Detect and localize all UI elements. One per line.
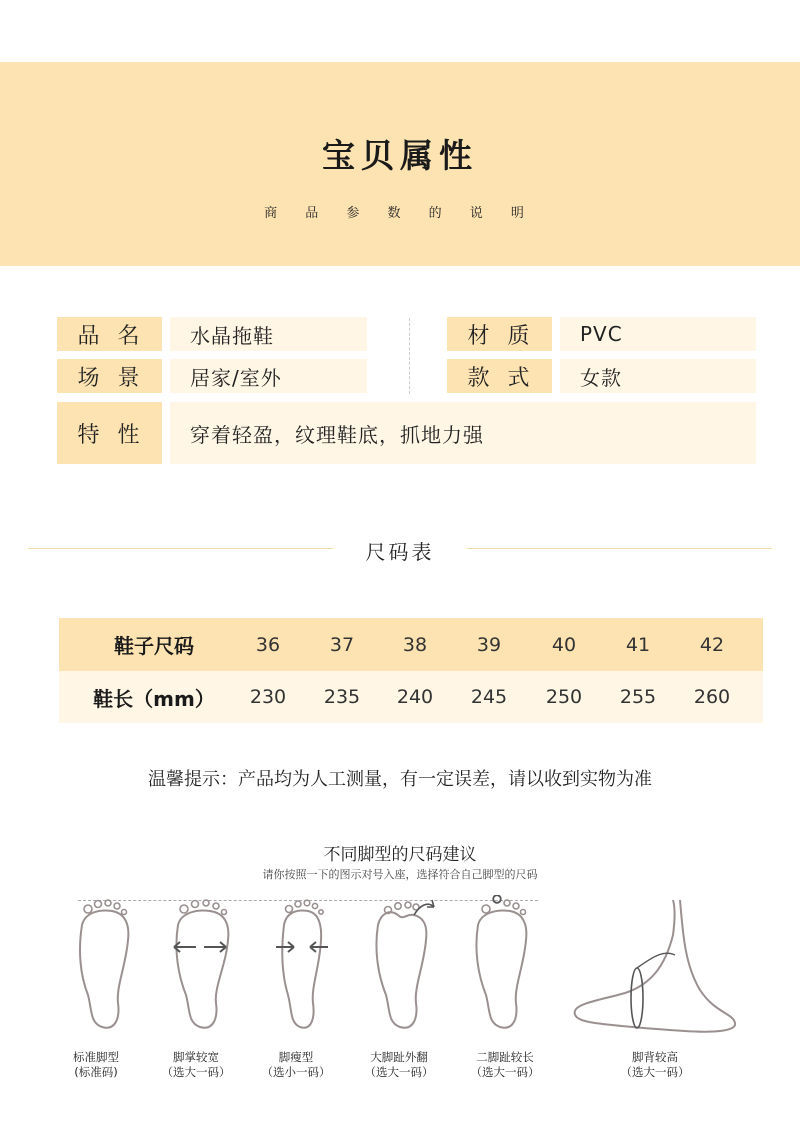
length-cell: 230 xyxy=(249,686,287,708)
foot-type-advice: （选大一码） xyxy=(161,1065,231,1079)
attr-value-style: 女款 xyxy=(560,359,756,393)
foot-type-name: 脚瘦型 xyxy=(278,1050,314,1064)
foot-type-advice: (标准码) xyxy=(74,1065,118,1079)
attr-value-name: 水晶拖鞋 xyxy=(170,317,367,351)
size-cell: 39 xyxy=(476,633,502,656)
length-row-label: 鞋长（mm） xyxy=(93,686,215,711)
foot-type-advice: （选大一码） xyxy=(620,1065,690,1079)
foot-type-name: 标准脚型 xyxy=(73,1050,119,1064)
foot-type-name: 二脚趾较长 xyxy=(476,1050,534,1064)
length-cell: 240 xyxy=(396,686,434,708)
size-cell: 38 xyxy=(402,633,428,656)
attr-label-feature: 特性 xyxy=(57,402,162,464)
length-row xyxy=(59,671,763,723)
foot-type-name: 大脚趾外翻 xyxy=(370,1050,428,1064)
size-cell: 42 xyxy=(699,633,725,656)
foot-type-name: 脚背较高 xyxy=(632,1050,678,1064)
size-row xyxy=(59,618,763,671)
length-cell: 235 xyxy=(323,686,361,708)
standard-foot-icon xyxy=(70,895,140,1035)
thin-foot-icon xyxy=(268,895,338,1035)
attr-divider xyxy=(409,318,410,394)
foot-type-caption xyxy=(605,1050,705,1080)
measurement-tip: 温馨提示：产品均为人工测量，有一定误差，请以收到实物为准 xyxy=(148,769,652,790)
size-cell: 36 xyxy=(255,633,281,656)
attr-value-feature: 穿着轻盈，纹理鞋底，抓地力强 xyxy=(170,402,756,464)
foot-type-caption xyxy=(349,1050,449,1080)
size-chart-heading xyxy=(0,534,800,564)
bunion-foot-icon xyxy=(368,895,443,1035)
length-cell: 255 xyxy=(619,686,657,708)
attr-value-material: PVC xyxy=(560,317,756,351)
foot-type-advice: （选大一码） xyxy=(470,1065,540,1079)
size-chart-title: 尺码表 xyxy=(365,540,435,564)
long-second-toe-icon xyxy=(468,895,538,1035)
length-cell: 250 xyxy=(545,686,583,708)
foot-guide-title: 不同脚型的尺码建议 xyxy=(323,845,477,865)
foot-type-advice: （选小一码） xyxy=(261,1065,331,1079)
size-row-label: 鞋子尺码 xyxy=(114,634,194,658)
foot-type-name: 脚掌较宽 xyxy=(173,1050,219,1064)
foot-type-caption xyxy=(46,1050,146,1080)
foot-type-caption xyxy=(455,1050,555,1080)
page-subtitle: 商 品 参 数 的 说 明 xyxy=(264,206,536,221)
foot-type-caption xyxy=(246,1050,346,1080)
size-cell: 41 xyxy=(625,633,651,656)
wide-foot-icon xyxy=(168,895,238,1035)
size-cell: 37 xyxy=(329,633,355,656)
length-cell: 245 xyxy=(470,686,508,708)
page-title: 宝贝属性 xyxy=(322,136,478,175)
attr-label-style: 款式 xyxy=(447,359,552,393)
attr-value-scene: 居家/室外 xyxy=(170,359,367,393)
size-table xyxy=(59,618,763,723)
attr-label-scene: 场景 xyxy=(57,359,162,393)
length-cell: 260 xyxy=(693,686,731,708)
foot-type-caption xyxy=(146,1050,246,1080)
attr-label-material: 材质 xyxy=(447,317,552,351)
foot-guide-subtitle: 请你按照一下的图示对号入座，选择符合自己脚型的尺码 xyxy=(262,868,538,881)
attr-label-name: 品名 xyxy=(57,317,162,351)
high-instep-icon xyxy=(565,895,745,1040)
size-cell: 40 xyxy=(551,633,577,656)
foot-type-advice: （选大一码） xyxy=(364,1065,434,1079)
